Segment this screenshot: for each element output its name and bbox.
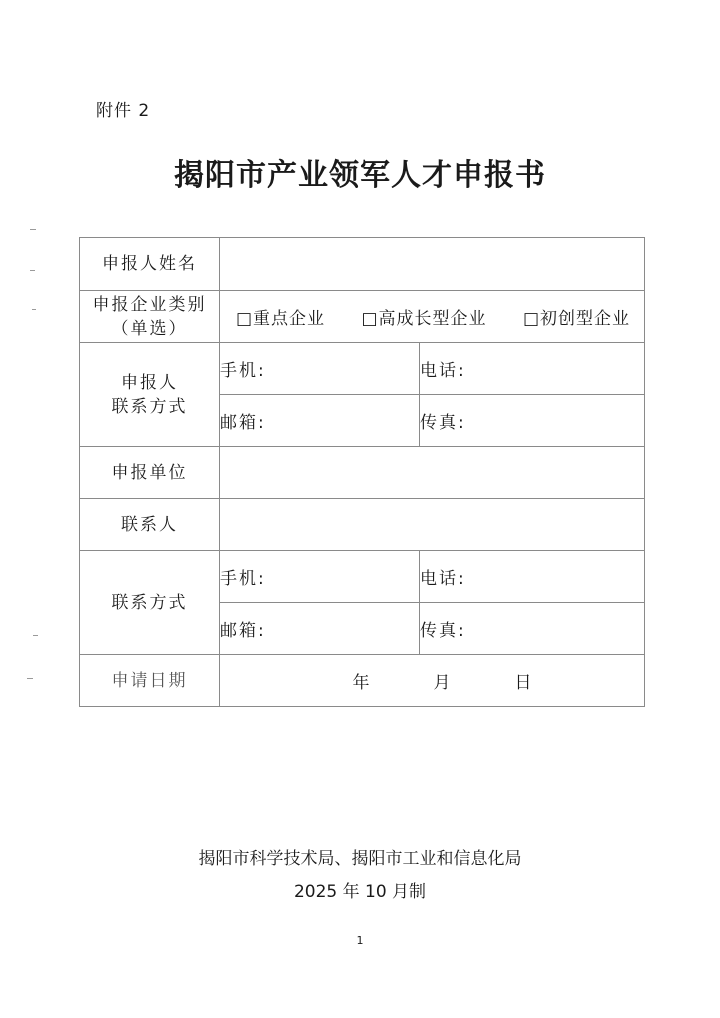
- scan-mark: [33, 635, 38, 636]
- category-option-high-growth[interactable]: □高成长型企业: [361, 309, 487, 329]
- date-month: 月: [433, 673, 451, 693]
- date-field[interactable]: [220, 655, 645, 707]
- application-form-table: [79, 237, 645, 707]
- phone-label: 电话:: [420, 569, 466, 589]
- contact-mobile-field[interactable]: [220, 551, 420, 603]
- contact-email-field[interactable]: [220, 603, 420, 655]
- category-option-startup[interactable]: □初创型企业: [522, 309, 630, 329]
- applicant-email-field[interactable]: [220, 395, 420, 447]
- attachment-label: 附件 2: [96, 101, 151, 121]
- footer-date: 2025 年 10 月制: [293, 882, 427, 902]
- date-day: 日: [514, 673, 532, 693]
- category-options: [220, 291, 645, 343]
- contact-person-label: 联系人: [80, 499, 220, 551]
- applicant-contact-label-line2: 联系方式: [111, 396, 188, 417]
- email-label: 邮箱:: [220, 413, 266, 433]
- applicant-mobile-field[interactable]: [220, 343, 420, 395]
- phone-label: 电话:: [420, 361, 466, 381]
- email-label: 邮箱:: [220, 621, 266, 641]
- date-year: 年: [352, 673, 370, 693]
- applicant-phone-field[interactable]: [420, 343, 645, 395]
- scan-mark: [30, 270, 35, 271]
- contact-method-label: 联系方式: [80, 551, 220, 655]
- scan-mark: [32, 309, 36, 310]
- page-number: 1: [356, 934, 364, 947]
- category-label-line2: （单选）: [111, 318, 188, 339]
- fax-label: 传真:: [420, 621, 466, 641]
- mobile-label: 手机:: [220, 361, 266, 381]
- footer-issuer: 揭阳市科学技术局、揭阳市工业和信息化局: [198, 849, 522, 869]
- applicant-fax-field[interactable]: [420, 395, 645, 447]
- fax-label: 传真:: [420, 413, 466, 433]
- contact-fax-field[interactable]: [420, 603, 645, 655]
- unit-field[interactable]: [220, 447, 645, 499]
- mobile-label: 手机:: [220, 569, 266, 589]
- scan-mark: [30, 229, 36, 230]
- contact-phone-field[interactable]: [420, 551, 645, 603]
- applicant-name-field[interactable]: [220, 238, 645, 291]
- applicant-contact-label-line1: 申报人: [121, 372, 178, 393]
- date-label: 申请日期: [80, 655, 220, 707]
- contact-person-field[interactable]: [220, 499, 645, 551]
- category-label: [80, 291, 220, 343]
- unit-label: 申报单位: [80, 447, 220, 499]
- category-option-key-enterprise[interactable]: □重点企业: [236, 309, 326, 329]
- applicant-contact-label: [80, 343, 220, 447]
- applicant-name-label: 申报人姓名: [80, 238, 220, 291]
- category-label-line1: 申报企业类别: [92, 294, 207, 315]
- scan-mark: [27, 678, 33, 679]
- document-title: 揭阳市产业领军人才申报书: [174, 158, 546, 193]
